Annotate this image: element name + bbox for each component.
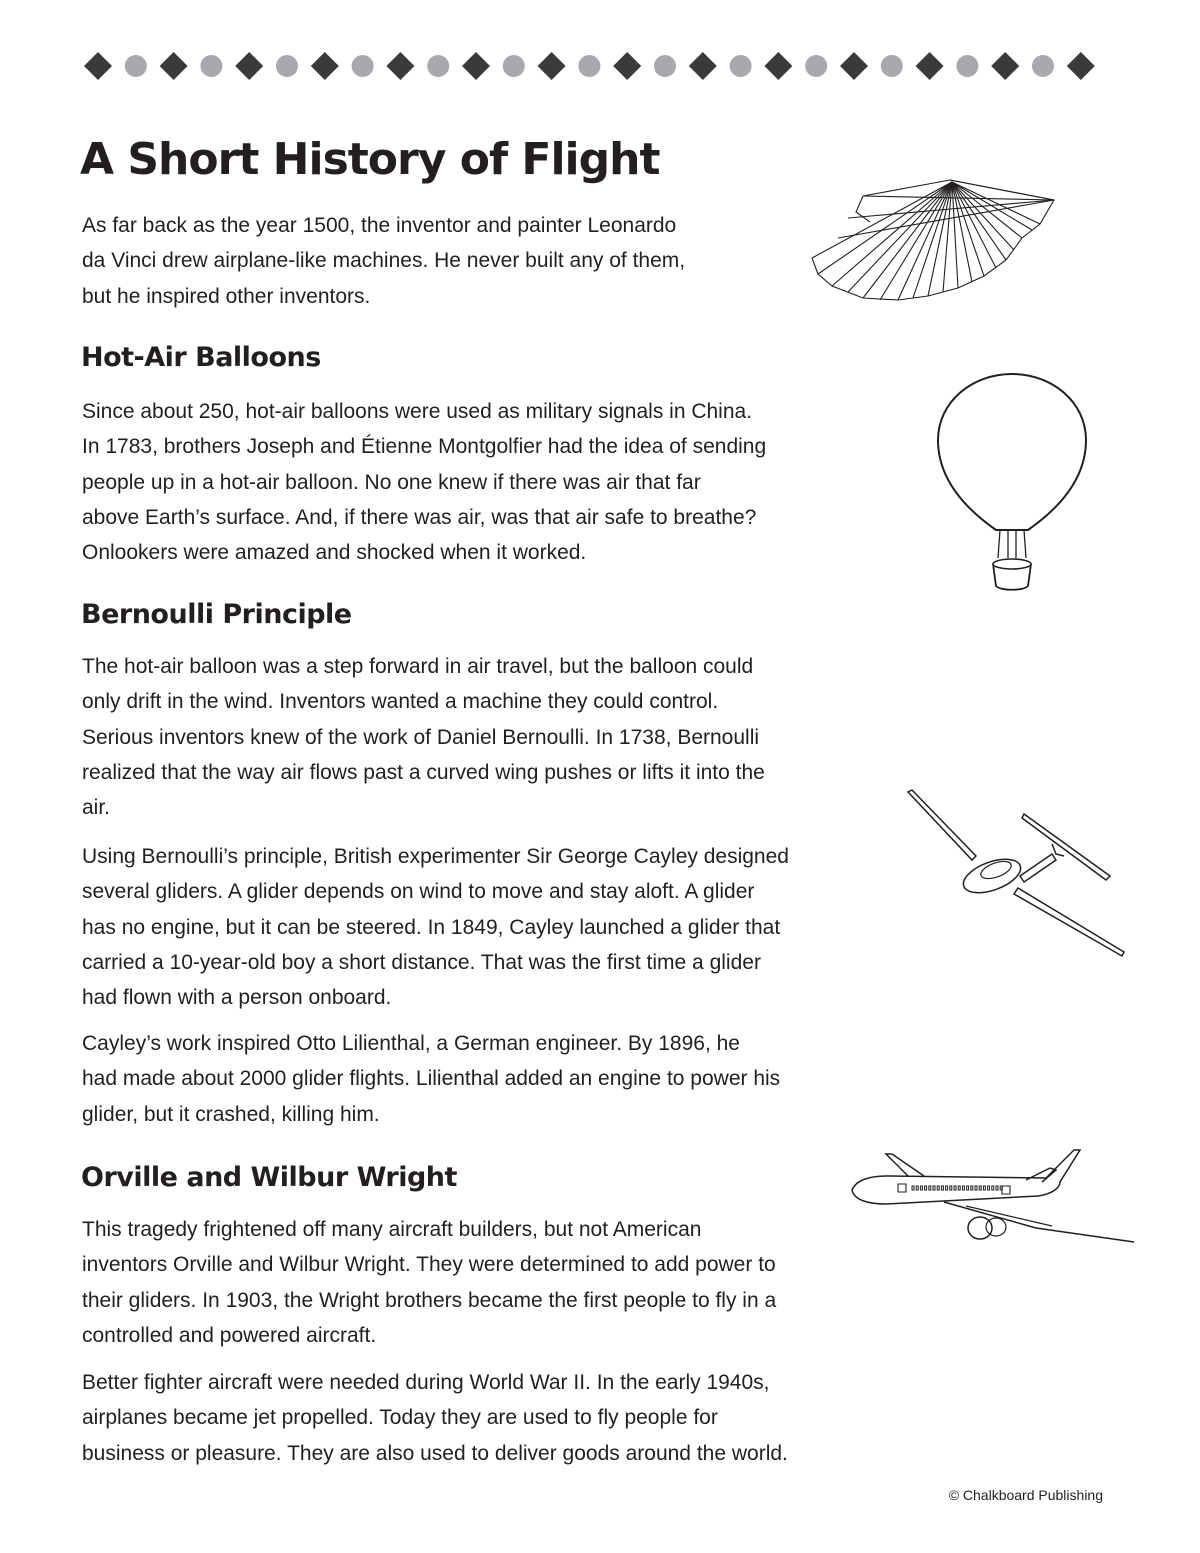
border-diamond-icon — [235, 52, 263, 80]
airliner-window — [988, 1186, 990, 1190]
airliner-window — [946, 1186, 948, 1190]
glider-illustration — [904, 790, 1128, 960]
border-diamond-icon — [991, 52, 1019, 80]
border-diamond-icon — [1067, 52, 1095, 80]
airliner-window — [912, 1186, 914, 1190]
section-heading-hot-air-balloons: Hot-Air Balloons — [81, 342, 321, 373]
text-line: their gliders. In 1903, the Wright brothers became the first people to fly in a — [82, 1288, 777, 1312]
section-heading-bernoulli-principle: Bernoulli Principle — [81, 599, 352, 630]
border-diamond-icon — [462, 52, 490, 80]
text-line: but he inspired other inventors. — [82, 284, 371, 308]
border-dot-icon — [200, 55, 222, 77]
text-line: glider, but it crashed, killing him. — [82, 1102, 380, 1126]
hot-air-balloon-icon — [936, 372, 1088, 594]
border-dot-icon — [427, 55, 449, 77]
border-dot-icon — [1032, 55, 1054, 77]
wing-strut — [848, 200, 1054, 218]
section-paragraph — [82, 649, 765, 825]
text-line: The hot-air balloon was a step forward in air travel, but the balloon could — [82, 655, 754, 678]
wing-rib — [848, 182, 952, 292]
text-line: airplanes became jet propelled. Today they are used to fly people for — [82, 1406, 718, 1430]
border-diamond-icon — [613, 52, 641, 80]
text-line: has no engine, but it can be steered. In 1849, Cayley launched a glider that — [82, 915, 781, 939]
border-diamond-icon — [764, 52, 792, 80]
wing-rib — [863, 182, 952, 298]
text-line: In 1783, brothers Joseph and Étienne Montgolfier had the idea of sending — [82, 435, 767, 459]
border-diamond-icon — [689, 52, 717, 80]
text-line: da Vinci drew airplane-like machines. He never built any of them, — [82, 249, 686, 273]
airliner-window — [937, 1186, 939, 1190]
davinci-flying-machine-illustration — [808, 178, 1058, 302]
border-diamond-icon — [311, 52, 339, 80]
text-line: had flown with a person onboard. — [82, 986, 392, 1010]
text-line: above Earth’s surface. And, if there was air, was that air safe to breathe? — [82, 505, 757, 529]
text-line: only drift in the wind. Inventors wanted a machine they could control. — [82, 690, 719, 714]
text-line: As far back as the year 1500, the inventor and painter Leonardo — [82, 214, 677, 237]
airliner-window — [962, 1186, 964, 1190]
copyright-footer: © Chalkboard Publishing — [948, 1487, 1103, 1503]
text-line: This tragedy frightened off many aircraft builders, but not American — [82, 1218, 702, 1241]
jet-airliner-illustration — [846, 1146, 1138, 1246]
davinci-wing-icon — [808, 178, 1058, 302]
border-diamond-icon — [386, 52, 414, 80]
page-title: A Short History of Flight — [80, 134, 660, 185]
text-line: business or pleasure. They are also used to deliver goods around the world. — [82, 1441, 788, 1465]
airliner-window — [996, 1186, 998, 1190]
border-dot-icon — [881, 55, 903, 77]
border-dot-icon — [125, 55, 147, 77]
text-line: Cayley’s work inspired Otto Lilienthal, a German engineer. By 1896, he — [82, 1032, 740, 1055]
airliner-window — [979, 1186, 981, 1190]
section-paragraph — [82, 839, 789, 1015]
airliner-window — [971, 1186, 973, 1190]
border-dot-icon — [805, 55, 827, 77]
section-paragraph — [82, 394, 766, 570]
border-diamond-icon — [840, 52, 868, 80]
airliner-window — [958, 1186, 960, 1190]
text-line: controlled and powered aircraft. — [82, 1323, 377, 1347]
text-line: Serious inventors knew of the work of Daniel Bernoulli. In 1738, Bernoulli — [82, 725, 760, 749]
border-diamond-icon — [160, 52, 188, 80]
section-paragraph — [82, 1026, 780, 1132]
airliner-window — [975, 1186, 977, 1190]
border-dot-icon — [654, 55, 676, 77]
border-dot-icon — [276, 55, 298, 77]
hot-air-balloon-illustration — [936, 372, 1088, 594]
airliner-window — [967, 1186, 969, 1190]
border-dot-icon — [352, 55, 374, 77]
airliner-window — [950, 1186, 952, 1190]
text-line: Since about 250, hot-air balloons were used as military signals in China. — [82, 400, 753, 423]
section-paragraph — [82, 1212, 776, 1353]
border-pattern — [84, 50, 1104, 82]
text-line: carried a 10-year-old boy a short distance. That was the first time a glider — [82, 950, 761, 974]
wing-rib — [812, 182, 952, 258]
text-line: air. — [82, 796, 111, 820]
decorative-border — [84, 50, 1104, 82]
airliner-window — [941, 1186, 943, 1190]
airliner-window — [992, 1186, 994, 1190]
text-line: Better fighter aircraft were needed during World War II. In the early 1940s, — [82, 1371, 770, 1394]
wing-rib — [818, 182, 952, 274]
text-line: people up in a hot-air balloon. No one knew if there was air that far — [82, 470, 701, 494]
border-diamond-icon — [538, 52, 566, 80]
section-heading-wright-brothers: Orville and Wilbur Wright — [81, 1162, 457, 1193]
text-line: Using Bernoulli’s principle, British experimenter Sir George Cayley designed — [82, 845, 789, 868]
border-dot-icon — [503, 55, 525, 77]
text-line: Onlookers were amazed and shocked when it worked. — [82, 541, 587, 565]
text-line: several gliders. A glider depends on wind to move and stay aloft. A glider — [82, 880, 755, 904]
border-dot-icon — [956, 55, 978, 77]
airplane-icon — [846, 1146, 1138, 1246]
border-diamond-icon — [916, 52, 944, 80]
border-dot-icon — [730, 55, 752, 77]
airliner-window — [925, 1186, 927, 1190]
text-line: inventors Orville and Wilbur Wright. They were determined to add power to — [82, 1253, 776, 1277]
section-paragraph — [82, 1365, 788, 1471]
text-line: realized that the way air flows past a curved wing pushes or lifts it into the — [82, 760, 765, 784]
border-diamond-icon — [84, 52, 112, 80]
text-line: had made about 2000 glider flights. Lilienthal added an engine to power his — [82, 1067, 781, 1091]
intro-paragraph — [82, 208, 685, 314]
airliner-window — [920, 1186, 922, 1190]
airliner-window — [929, 1186, 931, 1190]
airliner-window — [933, 1186, 935, 1190]
airliner-window — [983, 1186, 985, 1190]
glider-icon — [904, 790, 1128, 960]
wing-rib — [880, 182, 952, 300]
border-dot-icon — [578, 55, 600, 77]
airliner-window — [954, 1186, 956, 1190]
wing-strut — [838, 200, 1054, 238]
airliner-window — [916, 1186, 918, 1190]
